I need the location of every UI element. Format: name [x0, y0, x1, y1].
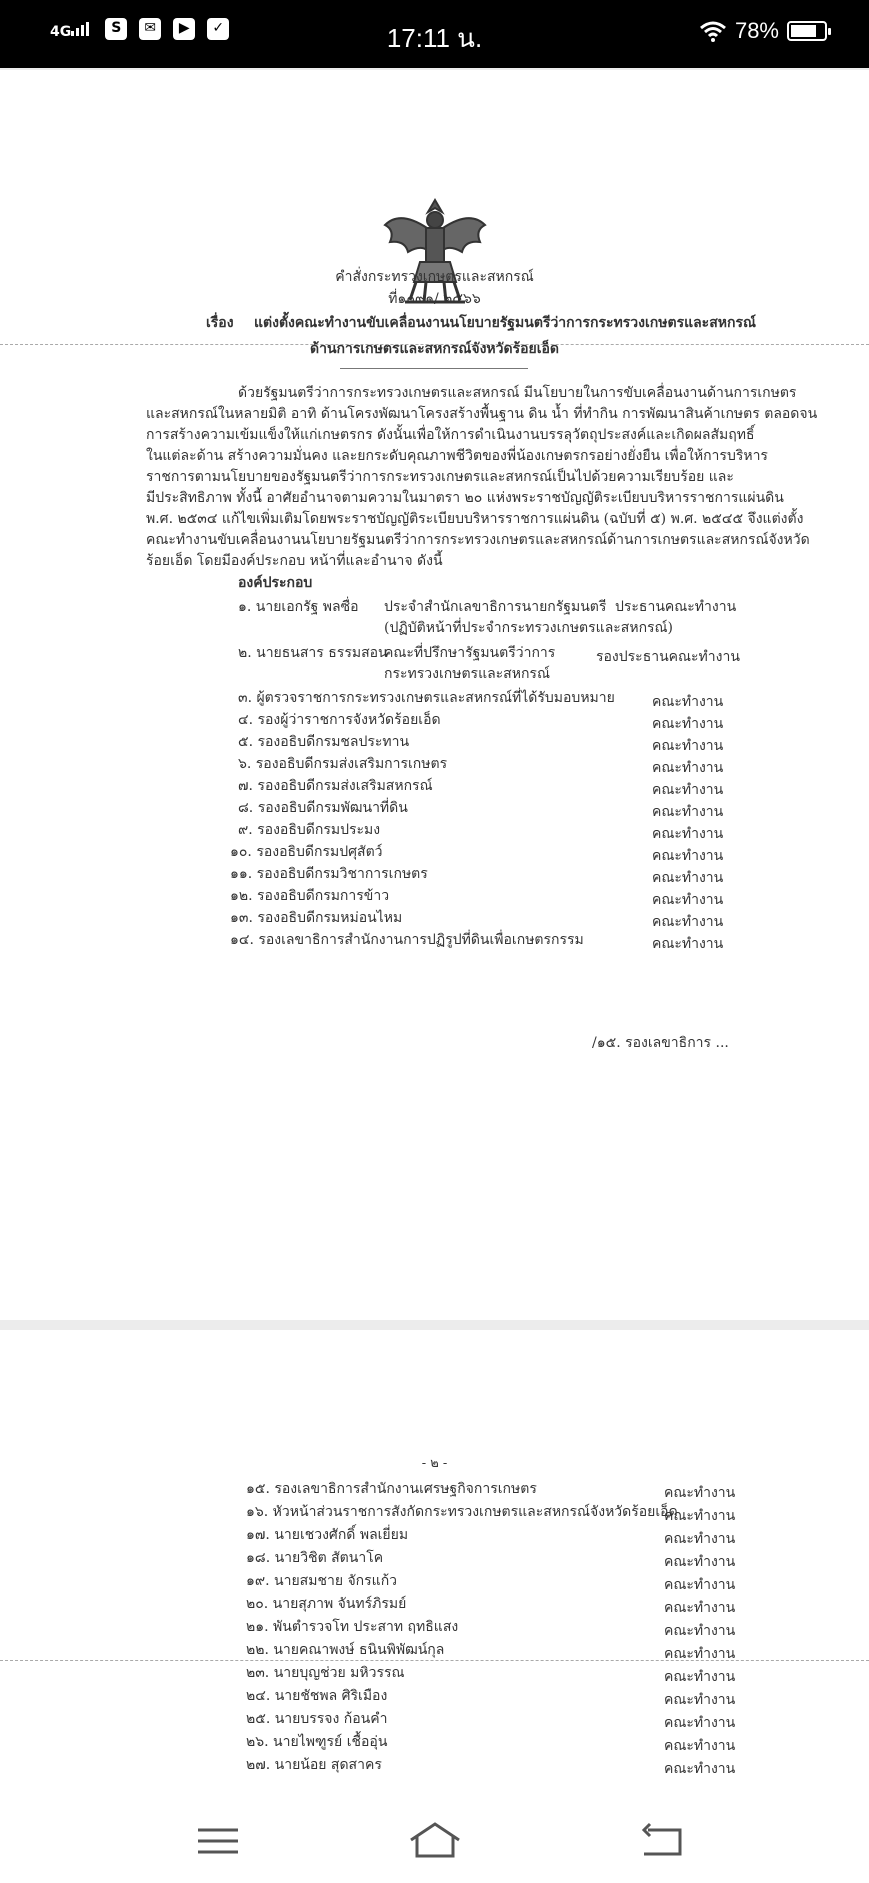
home-icon — [405, 1816, 465, 1866]
youtube-icon: ▶ — [173, 18, 195, 40]
body-line: มีประสิทธิภาพ ทั้งนี้ อาศัยอำนาจตามความในมาตรา ๒๐ แห่งพระราชบัญญัติระเบียบบริหารราชการแผ่นดิน — [146, 490, 784, 506]
member-name: ๑๘. นายวิชิต สัตนาโค — [246, 1550, 384, 1566]
subject-line-2: ด้านการเกษตรและสหกรณ์จังหวัดร้อยเอ็ด — [310, 341, 559, 357]
sim-icon: S — [105, 18, 127, 40]
member-name: ๒๐. นายสุภาพ จันทร์ภิรมย์ — [246, 1596, 407, 1612]
member-role: คณะทำงาน — [664, 1554, 736, 1570]
back-icon — [632, 1816, 692, 1866]
menu-icon — [188, 1816, 248, 1866]
member-role: คณะทำงาน — [664, 1508, 736, 1524]
shield-icon: ✓ — [207, 18, 229, 40]
mail-icon: ✉ — [139, 18, 161, 40]
member-role: คณะทำงาน — [652, 914, 724, 930]
member-name: ๒๓. นายบุญช่วย มหิวรรณ — [246, 1665, 405, 1681]
member-role: คณะทำงาน — [652, 760, 724, 776]
member-role: คณะทำงาน — [664, 1623, 736, 1639]
home-button[interactable] — [405, 1816, 465, 1866]
member-desc: คณะที่ปรึกษารัฐมนตรีว่าการ — [384, 645, 556, 661]
status-bar — [0, 0, 869, 68]
member-desc: กระทรวงเกษตรและสหกรณ์ — [384, 666, 550, 682]
member-role: คณะทำงาน — [652, 694, 724, 710]
wifi-icon — [699, 20, 727, 42]
member-role: คณะทำงาน — [652, 936, 724, 952]
body-line: ด้วยรัฐมนตรีว่าการกระทรวงเกษตรและสหกรณ์ มีนโยบายในการขับเคลื่อนงานด้านการเกษตร — [238, 385, 797, 401]
member-name: ๒๒. นายคณาพงษ์ ธนินพิพัฒน์กุล — [246, 1642, 445, 1658]
member-name: ๕. รองอธิบดีกรมชลประทาน — [238, 734, 410, 750]
member-desc: ประจำสำนักเลขาธิการนายกรัฐมนตรี — [384, 599, 607, 615]
member-name: ๑๓. รองอธิบดีกรมหม่อนไหม — [230, 910, 403, 926]
member-name: ๑๒. รองอธิบดีกรมการข้าว — [230, 888, 390, 904]
body-line: ร้อยเอ็ด โดยมีองค์ประกอบ หน้าที่และอำนาจ ดังนี้ — [146, 553, 443, 569]
back-button[interactable] — [632, 1816, 692, 1866]
member-name: ๑๙. นายสมชาย จักรแก้ว — [246, 1573, 398, 1589]
member-name: ๒๕. นายบรรจง ก้อนคำ — [246, 1711, 388, 1727]
page-number: - ๒ - — [421, 1456, 448, 1471]
member-role: คณะทำงาน — [652, 782, 724, 798]
member-role: คณะทำงาน — [664, 1646, 736, 1662]
member-role: คณะทำงาน — [652, 870, 724, 886]
member-name: ๑๔. รองเลขาธิการสำนักงานการปฏิรูปที่ดินเพื่อเกษตรกรรม — [230, 932, 584, 948]
member-role: คณะทำงาน — [652, 716, 724, 732]
member-role: คณะทำงาน — [664, 1692, 736, 1708]
body-line: ในแต่ละด้าน สร้างความมั่นคง และยกระดับคุณภาพชีวิตของพี่น้องเกษตรกรอย่างยั่งยืน เพื่อให้การบริหาร — [146, 448, 768, 464]
member-name: ๒๔. นายชัชพล ศิริเมือง — [246, 1688, 388, 1704]
member-name: ๑๗. นายเชวงศักดิ์ พลเยี่ยม — [246, 1527, 409, 1543]
member-role: คณะทำงาน — [652, 826, 724, 842]
member-role: คณะทำงาน — [664, 1531, 736, 1547]
member-role: คณะทำงาน — [652, 848, 724, 864]
scan-line — [0, 344, 869, 345]
order-number: ที่๑๐๙๑/ ๒๕๖๖ — [388, 291, 481, 307]
clock: 17:11 น. — [386, 23, 483, 53]
member-role: คณะทำงาน — [652, 804, 724, 820]
member-role: ประธานคณะทำงาน — [615, 599, 737, 615]
body-line: และสหกรณ์ในหลายมิติ อาทิ ด้านโครงพัฒนาโครงสร้างพื้นฐาน ดิน น้ำ ที่ทำกิน การพัฒนาสินค้าเกษตร ตลอดจน — [146, 406, 818, 422]
body-line: คณะทำงานขับเคลื่อนงานนโยบายรัฐมนตรีว่าการกระทรวงเกษตรและสหกรณ์ด้านการเกษตรและสหกรณ์จังหวัด — [146, 532, 810, 548]
order-title: คำสั่งกระทรวงเกษตรและสหกรณ์ — [335, 269, 534, 285]
member-name: ๖. รองอธิบดีกรมส่งเสริมการเกษตร — [238, 756, 448, 772]
network-label: 4G — [50, 23, 72, 40]
subject-line-1: แต่งตั้งคณะทำงานขับเคลื่อนงานนโยบายรัฐมนตรีว่าการกระทรวงเกษตรและสหกรณ์ — [254, 315, 756, 331]
member-name: ๑. นายเอกรัฐ พลซื่อ — [238, 599, 359, 615]
status-icons-right — [699, 18, 827, 44]
member-name: ๒. นายธนสาร ธรรมสอน — [238, 645, 388, 661]
page-continuation: /๑๕. รองเลขาธิการ ... — [592, 1035, 729, 1051]
member-role: คณะทำงาน — [664, 1738, 736, 1754]
composition-label: องค์ประกอบ — [238, 575, 313, 591]
member-name: ๑๐. รองอธิบดีกรมปศุสัตว์ — [230, 844, 383, 860]
body-line: พ.ศ. ๒๕๓๔ แก้ไขเพิ่มเติมโดยพระราชบัญญัติระเบียบบริหารราชการแผ่นดิน (ฉบับที่ ๕) พ.ศ. ๒๕๔๕ จึงแต่งตั้ง — [146, 511, 804, 527]
member-name: ๘. รองอธิบดีกรมพัฒนาที่ดิน — [238, 800, 408, 816]
document-page-2 — [0, 1330, 869, 1798]
member-name: ๑๑. รองอธิบดีกรมวิชาการเกษตร — [230, 866, 428, 882]
member-name: ๓. ผู้ตรวจราชการกระทรวงเกษตรและสหกรณ์ที่ได้รับมอบหมาย — [238, 690, 615, 706]
member-role: คณะทำงาน — [664, 1669, 736, 1685]
member-desc: (ปฏิบัติหน้าที่ประจำกระทรวงเกษตรและสหกรณ์) — [384, 620, 674, 636]
member-role: คณะทำงาน — [664, 1761, 736, 1777]
member-role: คณะทำงาน — [664, 1577, 736, 1593]
member-role: คณะทำงาน — [664, 1600, 736, 1616]
member-role: คณะทำงาน — [664, 1485, 736, 1501]
member-name: ๒๖. นายไพฑูรย์ เชื้ออุ่น — [246, 1734, 388, 1750]
member-name: ๑๖. หัวหน้าส่วนราชการสังกัดกระทรวงเกษตรและสหกรณ์จังหวัดร้อยเอ็ด — [246, 1504, 678, 1520]
document-page-1 — [0, 70, 869, 1320]
body-line: การสร้างความเข้มแข็งให้แก่เกษตรกร ดังนั้นเพื่อให้การดำเนินงานบรรลุวัตถุประสงค์และเกิดผลสัมฤทธิ์ — [146, 427, 755, 443]
member-role: คณะทำงาน — [664, 1715, 736, 1731]
member-name: ๙. รองอธิบดีกรมประมง — [238, 822, 381, 838]
body-line: ราชการตามนโยบายของรัฐมนตรีว่าการกระทรวงเกษตรและสหกรณ์เป็นไปด้วยความเรียบร้อย และ — [146, 469, 734, 485]
member-name: ๗. รองอธิบดีกรมส่งเสริมสหกรณ์ — [238, 778, 433, 794]
battery-percent: 78% — [734, 18, 779, 43]
navigation-bar — [0, 1798, 869, 1883]
subject-label: เรื่อง — [206, 315, 234, 331]
member-name: ๒๗. นายน้อย สุดสาคร — [246, 1757, 382, 1773]
member-role: คณะทำงาน — [652, 738, 724, 754]
member-role: คณะทำงาน — [652, 892, 724, 908]
title-underline — [340, 368, 528, 369]
member-name: ๒๑. พันตำรวจโท ประสาท ฤทธิแสง — [246, 1619, 459, 1635]
menu-button[interactable] — [188, 1816, 248, 1866]
member-name: ๑๕. รองเลขาธิการสำนักงานเศรษฐกิจการเกษตร — [246, 1481, 537, 1497]
battery-icon — [787, 21, 827, 41]
member-name: ๔. รองผู้ว่าราชการจังหวัดร้อยเอ็ด — [238, 712, 441, 728]
member-role: รองประธานคณะทำงาน — [596, 649, 740, 665]
